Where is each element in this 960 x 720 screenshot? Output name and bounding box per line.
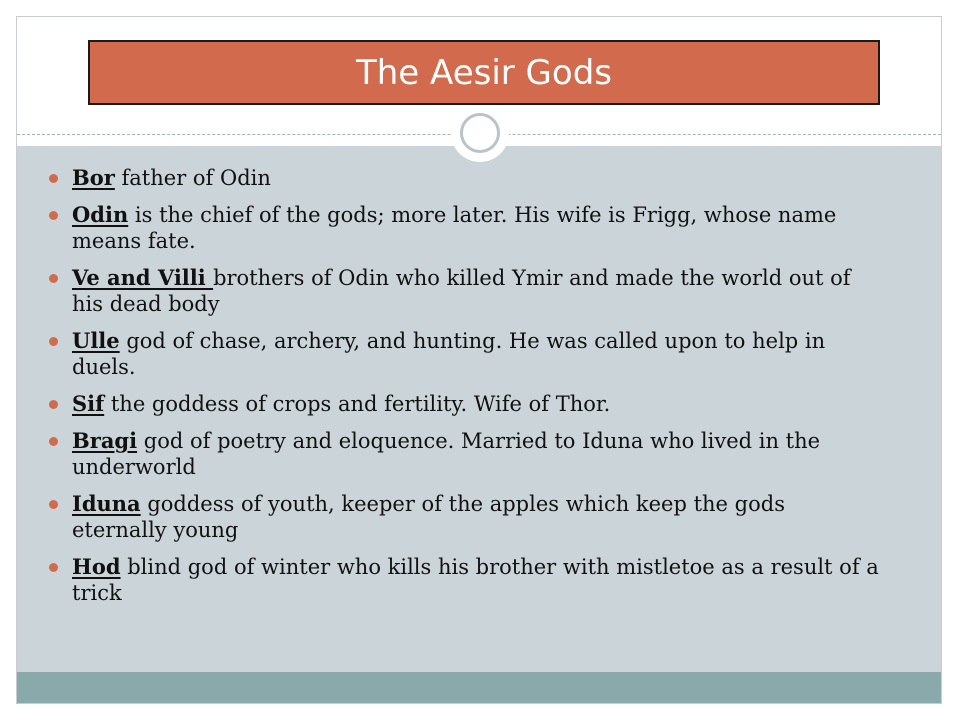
bullet-icon <box>49 211 58 220</box>
god-name: Bor <box>72 165 115 190</box>
list-item <box>44 328 884 380</box>
god-name: Ve and Villi <box>72 265 214 290</box>
god-description: goddess of youth, keeper of the apples which keep the gods eternally young <box>72 492 785 542</box>
list-item <box>44 554 884 606</box>
list-item <box>44 265 884 317</box>
god-name: Sif <box>72 391 105 416</box>
bullet-icon <box>49 400 58 409</box>
slide-title: The Aesir Gods <box>355 52 612 93</box>
list-item <box>44 165 884 191</box>
bullet-icon <box>49 174 58 183</box>
bullet-icon <box>49 337 58 346</box>
god-description: blind god of winter who kills his brother with mistletoe as a result of a trick <box>72 555 879 605</box>
god-description: the goddess of crops and fertility. Wife of Thor. <box>104 392 611 416</box>
bottom-band <box>17 672 941 703</box>
bullet-icon <box>49 563 58 572</box>
god-description: god of poetry and eloquence. Married to Iduna who lived in the underworld <box>72 429 821 479</box>
bullet-icon <box>49 274 58 283</box>
bullet-icon <box>49 437 58 446</box>
god-name: Hod <box>72 554 121 579</box>
list-item <box>44 491 884 543</box>
list-item <box>44 391 884 417</box>
god-name: Ulle <box>72 328 120 353</box>
list-item <box>44 202 884 254</box>
title-bar <box>88 40 880 105</box>
god-name: Iduna <box>72 491 141 516</box>
god-description: god of chase, archery, and hunting. He was called upon to help in duels. <box>72 329 826 379</box>
god-name: Odin <box>72 202 129 227</box>
bullet-icon <box>49 500 58 509</box>
list-item <box>44 428 884 480</box>
circle-icon <box>460 113 500 153</box>
god-description: brothers of Odin who killed Ymir and made the world out of his dead body <box>72 266 851 316</box>
god-description: is the chief of the gods; more later. His wife is Frigg, whose name means fate. <box>72 203 837 253</box>
bullet-list <box>44 165 884 617</box>
god-name: Bragi <box>72 428 138 453</box>
god-description: father of Odin <box>114 166 271 190</box>
